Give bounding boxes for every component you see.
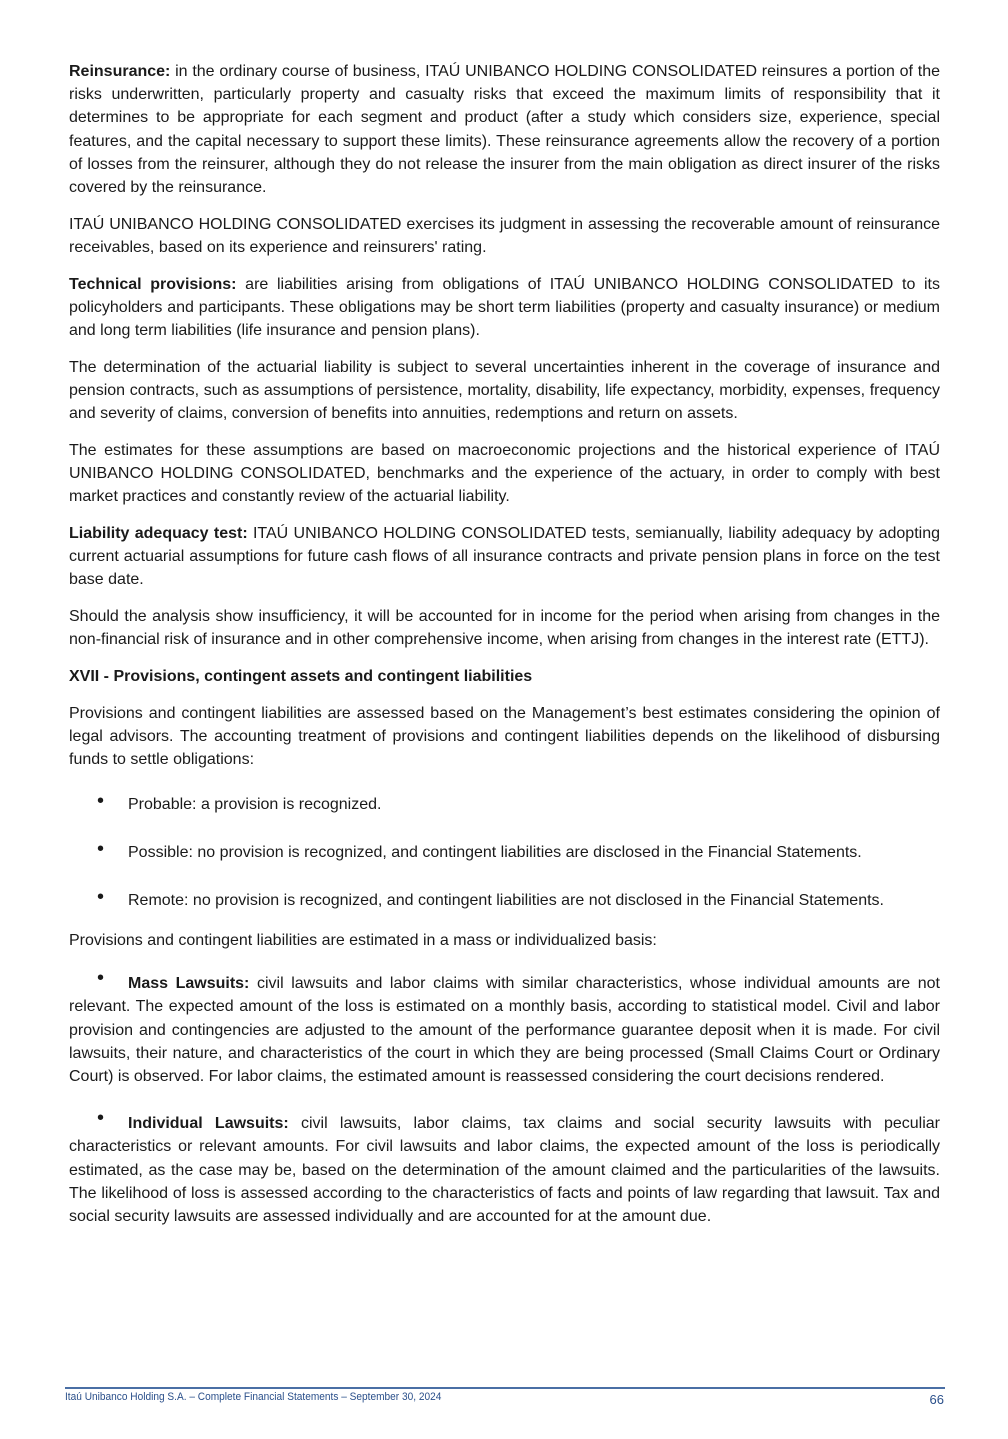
- bullet-item: • Remote: no provision is recognized, and contingent liabilities are not disclosed in the Financial Statements.: [69, 889, 940, 912]
- footer-title: Itaú Unibanco Holding S.A. – Complete Financial Statements – September 30, 2024: [65, 1391, 442, 1403]
- footer-divider: [65, 1387, 945, 1389]
- paragraph-liability-test: [69, 522, 940, 592]
- term-label: Reinsurance:: [69, 63, 171, 80]
- bullet-item: • Possible: no provision is recognized, and contingent liabilities are disclosed in the Financial Statements.: [69, 841, 940, 864]
- section-heading: XVII - Provisions, contingent assets and contingent liabilities: [69, 667, 533, 685]
- paragraph-text: are liabilities arising from obligations of ITAÚ UNIBANCO HOLDING CONSOLIDATED to its policyholders and participants. These obligations may be short term liabilities (property and casualty insurance) or medium and long term liabilities (life insurance and pension plans).: [69, 275, 941, 340]
- term-label: Individual Lawsuits:: [128, 1115, 289, 1133]
- paragraph: ITAÚ UNIBANCO HOLDING CONSOLIDATED exercises its judgment in assessing the recoverable amount of reinsurance receivables, based on its experience and reinsurers' rating.: [69, 215, 940, 256]
- paragraph-text: civil lawsuits and labor claims with similar characteristics, whose individual amounts are not relevant. The expected amount of the loss is estimated on a monthly basis, according to statistical model. Civil and labor provision and contingencies are adjusted to the amount of the performance guarantee deposit when it is made. For civil lawsuits, their nature, and characteristics of the court in which they are being processed (Small Claims Court or Ordinary Court) is observed. For labor claims, the estimated amount is reassessed considering the court decisions rendered.: [69, 975, 941, 1085]
- term-label: Technical provisions:: [69, 275, 237, 293]
- paragraph-text: ITAÚ UNIBANCO HOLDING CONSOLIDATED tests, semianually, liability adequacy by adopting current actuarial assumptions for future cash flows of all insurance contracts and private pension plans in force on the test base date.: [69, 524, 940, 589]
- paragraph-text: civil lawsuits, labor claims, tax claims and social security lawsuits with peculiar characteristics or relevant amounts. For civil lawsuits and labor claims, the expected amount of the loss is periodically estimated, as the case may be, based on the determination of the amount claimed and the particularities of the lawsuits. The likelihood of loss is assessed according to the characteristics of facts and points of law regarding that lawsuit. Tax and social security lawsuits are assessed individually and are accounted for at the amount due.: [69, 1115, 941, 1225]
- paragraph-reinsurance: [69, 60, 940, 199]
- paragraph: Provisions and contingent liabilities are assessed based on the Management’s best estimates considering the opinion of legal advisors. The accounting treatment of provisions and contingent liabilities depends on the likelihood of disbursing funds to settle obligations:: [69, 704, 940, 769]
- paragraph-technical-provisions: [69, 273, 940, 343]
- page-number: 66: [929, 1392, 944, 1407]
- bullet-item: • Probable: a provision is recognized.: [69, 793, 940, 816]
- bullet-mass-lawsuits: [69, 972, 940, 1088]
- paragraph: Provisions and contingent liabilities are estimated in a mass or individualized basis:: [69, 931, 657, 949]
- term-label: Liability adequacy test:: [69, 524, 248, 542]
- paragraph: The estimates for these assumptions are based on macroeconomic projections and the historical experience of ITAÚ UNIBANCO HOLDING CONSOLIDATED, benchmarks and the experience of the actuary, in order to comply with best market practices and constantly review of the actuarial liability.: [69, 441, 940, 506]
- bullet-individual-lawsuits: [69, 1112, 940, 1228]
- paragraph: The determination of the actuarial liability is subject to several uncertainties inherent in the coverage of insurance and pension contracts, such as assumptions of persistence, mortality, disability, life expectancy, morbidity, expenses, frequency and severity of claims, conversion of benefits into annuities, redemptions and return on assets.: [69, 358, 940, 423]
- paragraph-text: in the ordinary course of business, ITAÚ UNIBANCO HOLDING CONSOLIDATED reinsures a portion of the risks underwritten, particularly property and casualty risks that exceed the maximum limits of responsibility that it determines to be appropriate for each segment and product (after a study which considers size, experience, special features, and the capital necessary to support these limits). These reinsurance agreements allow the recovery of a portion of losses from the reinsurer, although they do not release the insurer from the main obligation as direct insurer of the risks covered by the reinsurance.: [69, 63, 940, 197]
- document-body: [69, 60, 940, 1252]
- paragraph: Should the analysis show insufficiency, it will be accounted for in income for the period when arising from changes in the non-financial risk of insurance and in other comprehensive income, when arising from changes in the interest rate (ETTJ).: [69, 608, 940, 649]
- term-label: Mass Lawsuits:: [128, 975, 250, 993]
